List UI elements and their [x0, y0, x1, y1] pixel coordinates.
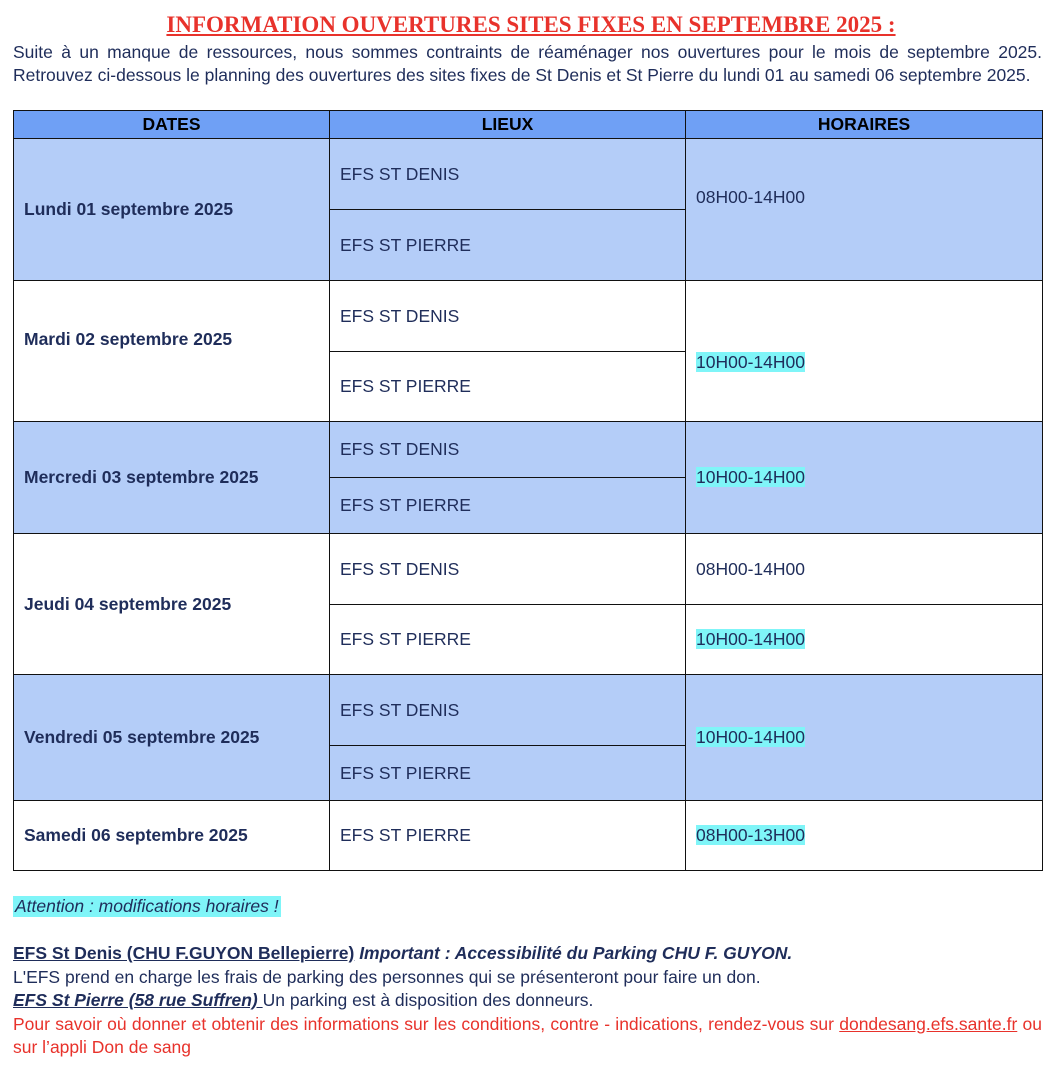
- schedule-table: [13, 110, 1043, 871]
- site-cell: EFS ST PIERRE: [330, 801, 686, 871]
- stpierre-note: Un parking est à disposition des donneurs.: [262, 990, 594, 1010]
- hours-text: 08H00-13H00: [696, 825, 805, 845]
- intro-paragraph: Suite à un manque de ressources, nous sommes contraints de réaménager nos ouvertures pour le mois de septembre 2025. Retrouvez ci-dessous le planning des ouvertures des sites fixes de St Denis et St Pierre du lundi 01 au samedi 06 septembre 2025.: [13, 42, 1042, 85]
- hours-cell: [686, 534, 1043, 605]
- hours-cell: [686, 801, 1043, 871]
- date-cell: Samedi 06 septembre 2025: [14, 801, 330, 871]
- date-cell: Vendredi 05 septembre 2025: [14, 675, 330, 801]
- hours-text: 10H00-14H00: [696, 629, 805, 649]
- table-header: [14, 111, 1043, 139]
- site-cell: EFS ST DENIS: [330, 675, 686, 746]
- stpierre-name: EFS St Pierre (58 rue Suffren): [13, 990, 263, 1010]
- hours-text: 08H00-14H00: [696, 187, 805, 207]
- page-title: INFORMATION OUVERTURES SITES FIXES EN SEPTEMBRE 2025 :: [166, 12, 896, 37]
- stdenis-note: Important : Accessibilité du Parking CHU F. GUYON.: [354, 943, 793, 963]
- table-row: [14, 801, 1043, 871]
- date-cell: Mercredi 03 septembre 2025: [14, 422, 330, 534]
- parking-info: L'EFS prend en charge les frais de parking des personnes qui se présenteront pour faire un don.: [13, 966, 761, 987]
- site-cell: EFS ST PIERRE: [330, 746, 686, 801]
- hours-cell: [686, 281, 1043, 422]
- site-cell: EFS ST PIERRE: [330, 478, 686, 534]
- dondesang-link[interactable]: dondesang.efs.sante.fr: [839, 1013, 1018, 1034]
- hours-cell: [686, 675, 1043, 801]
- table-row: [14, 534, 1043, 605]
- info-text: Pour savoir où donner et obtenir des informations sur les conditions, contre - indications, rendez-vous sur: [13, 1013, 840, 1034]
- info-text-block: [13, 1013, 1042, 1060]
- hours-cell: [686, 605, 1043, 675]
- hours-text: 10H00-14H00: [696, 467, 805, 487]
- stdenis-name: EFS St Denis (CHU F.GUYON Bellepierre): [13, 943, 355, 963]
- date-cell: Jeudi 04 septembre 2025: [14, 534, 330, 675]
- site-cell: EFS ST PIERRE: [330, 605, 686, 675]
- hours-text: 10H00-14H00: [696, 727, 805, 747]
- site-cell: EFS ST PIERRE: [330, 352, 686, 422]
- header-dates: DATES: [14, 111, 330, 139]
- hours-cell: [686, 139, 1043, 281]
- site-cell: EFS ST PIERRE: [330, 210, 686, 281]
- table-row: [14, 422, 1043, 478]
- site-cell: EFS ST DENIS: [330, 534, 686, 605]
- info-end: ou sur l’appli Don de sang: [13, 1013, 1042, 1057]
- table-row: [14, 675, 1043, 746]
- header-horaires: HORAIRES: [686, 111, 1043, 139]
- date-cell: Mardi 02 septembre 2025: [14, 281, 330, 422]
- attention-note: Attention : modifications horaires !: [15, 896, 279, 916]
- hours-cell: [686, 422, 1043, 534]
- date-cell: Lundi 01 septembre 2025: [14, 139, 330, 281]
- site-cell: EFS ST DENIS: [330, 281, 686, 352]
- header-lieux: LIEUX: [330, 111, 686, 139]
- site-cell: EFS ST DENIS: [330, 422, 686, 478]
- table-row: [14, 139, 1043, 210]
- footer-info: [13, 942, 1042, 1060]
- hours-text: 10H00-14H00: [696, 352, 805, 372]
- hours-text: 08H00-14H00: [696, 558, 805, 579]
- table-row: [14, 281, 1043, 352]
- site-cell: EFS ST DENIS: [330, 139, 686, 210]
